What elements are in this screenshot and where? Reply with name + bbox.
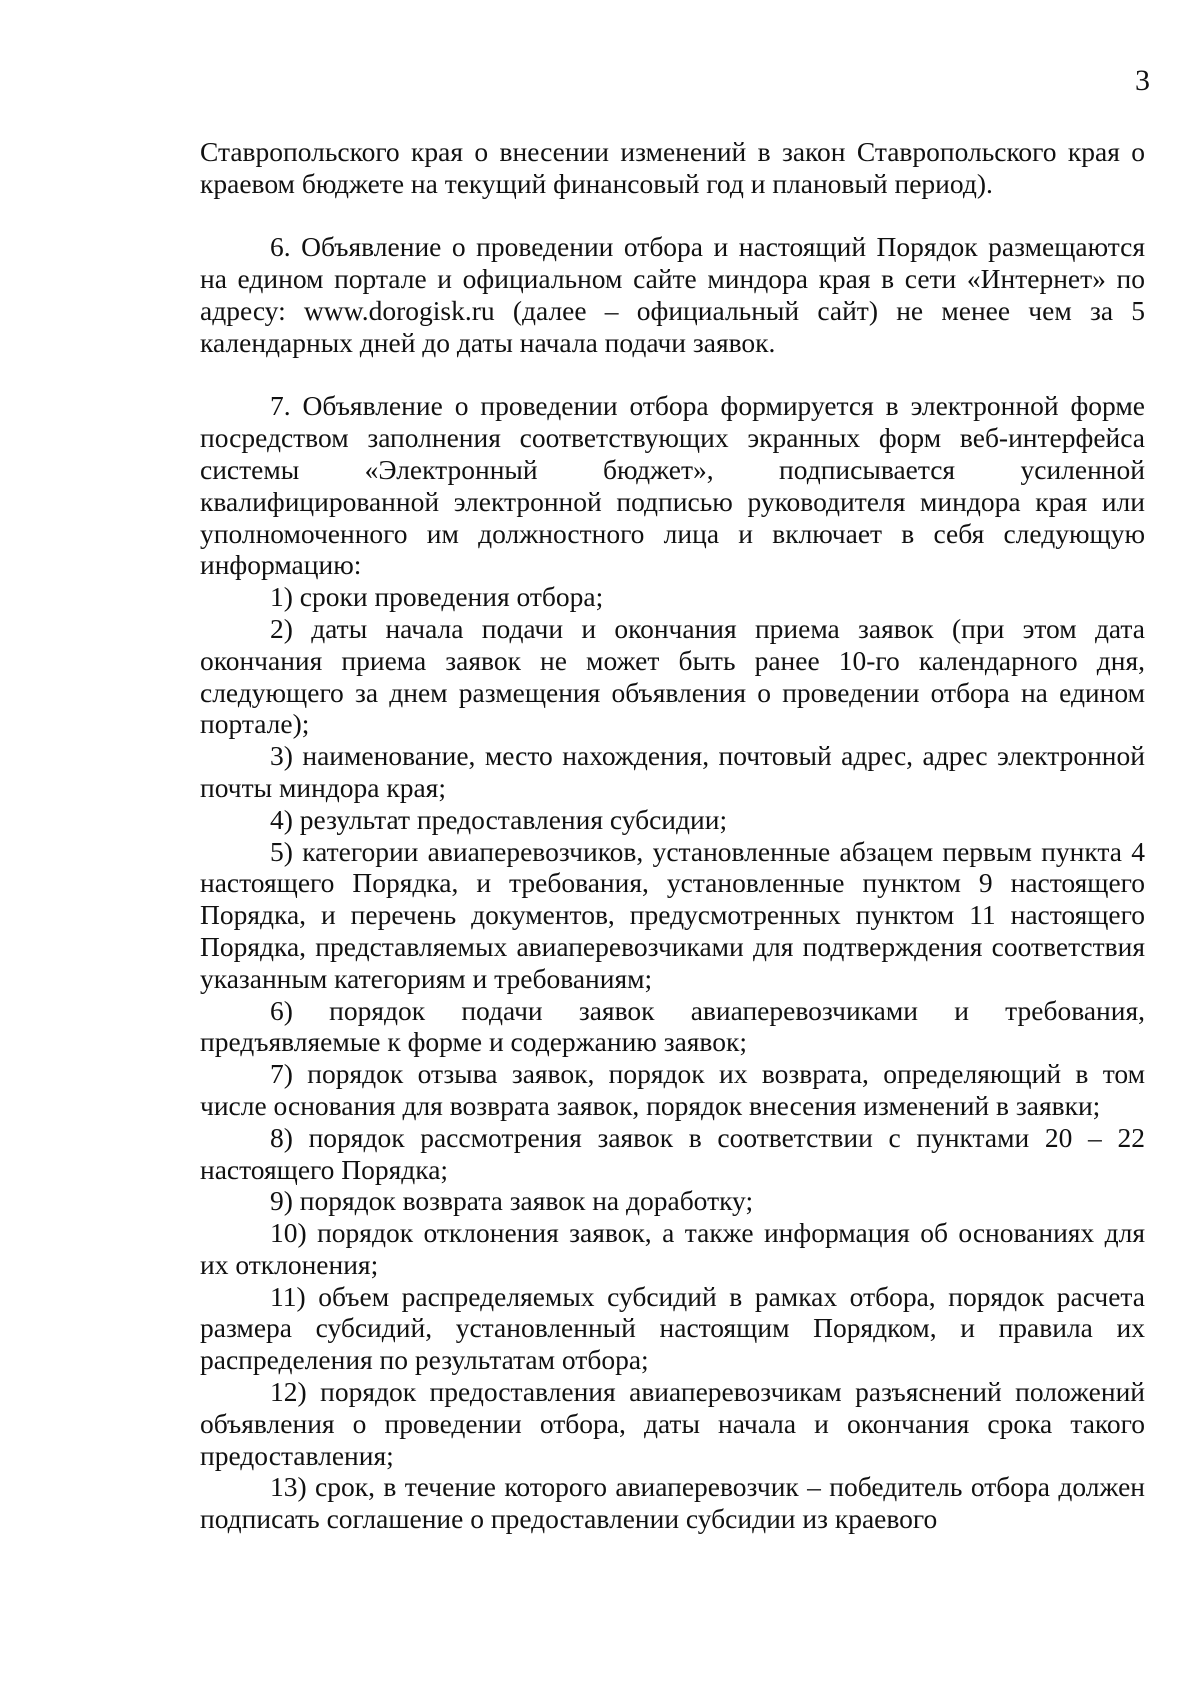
document-paragraph: 1) сроки проведения отбора;	[270, 581, 604, 613]
document-paragraph: 2) даты начала подачи и окончания приема заявок (при этом дата окончания приема заявок не может быть ранее 10-го календарного дня, следующего за днем размещения объявления о проведении отбора на едином портале);	[200, 612, 1145, 740]
document-paragraph: 6. Объявление о проведении отбора и настоящий Порядок размещаются на едином портале и официальном сайте миндора края в сети «Интернет» по адресу: www.dorogisk.ru (далее – официальный сайт) не менее чем за 5 календарных дней до даты начала подачи заявок.	[200, 231, 1145, 358]
document-paragraph: 10) порядок отклонения заявок, а также информация об основаниях для их отклонения;	[200, 1217, 1145, 1280]
document-paragraph: 5) категории авиаперевозчиков, установленные абзацем первым пункта 4 настоящего Порядка, и требования, установленные пунктом 9 настоящего Порядка, и перечень документов, предусмотренных пунктом 11 настоящего Порядка, представляемых авиаперевозчиками для подтверждения соответствия указанным категориям и требованиям;	[200, 835, 1145, 994]
document-paragraph: 12) порядок предоставления авиаперевозчикам разъяснений положений объявления о проведении отбора, даты начала и окончания срока такого предоставления;	[200, 1376, 1145, 1471]
document-paragraph: 3) наименование, место нахождения, почтовый адрес, адрес электронной почты миндора края;	[200, 740, 1145, 803]
paragraph-spacer	[200, 359, 1145, 391]
document-paragraph: 11) объем распределяемых субсидий в рамках отбора, порядок расчета размера субсидий, установленный настоящим Порядком, и правила их распределения по результатам отбора;	[200, 1280, 1145, 1376]
document-paragraph: 4) результат предоставления субсидии;	[270, 803, 728, 835]
document-paragraph: 9) порядок возврата заявок на доработку;	[270, 1185, 754, 1217]
document-paragraph: 7) порядок отзыва заявок, порядок их возврата, определяющий в том числе основания для возврата заявок, порядок внесения изменений в заявки;	[200, 1058, 1145, 1121]
page-number: 3	[1135, 64, 1150, 97]
paragraph-spacer	[200, 200, 1145, 232]
document-paragraph: 8) порядок рассмотрения заявок в соответствии с пунктами 20 – 22 настоящего Порядка;	[200, 1121, 1145, 1185]
document-paragraph: Ставропольского края о внесении изменений в закон Ставропольского края о краевом бюджете на текущий финансовый год и плановый период).	[200, 136, 1145, 199]
document-paragraph: 13) срок, в течение которого авиаперевозчик – победитель отбора должен подписать соглашение о предоставлении субсидии из краевого	[200, 1471, 1145, 1535]
document-paragraph: 7. Объявление о проведении отбора формируется в электронной форме посредством заполнения соответствующих экранных форм веб-интерфейса системы «Электронный бюджет», подписывается усиленной квалифицированной электронной подписью руководителя миндора края или уполномоченного им должностного лица и включает в себя следующую информацию:	[200, 390, 1145, 581]
document-body	[200, 136, 1145, 1535]
document-paragraph: 6) порядок подачи заявок авиаперевозчиками и требования, предъявляемые к форме и содержанию заявок;	[200, 994, 1145, 1058]
